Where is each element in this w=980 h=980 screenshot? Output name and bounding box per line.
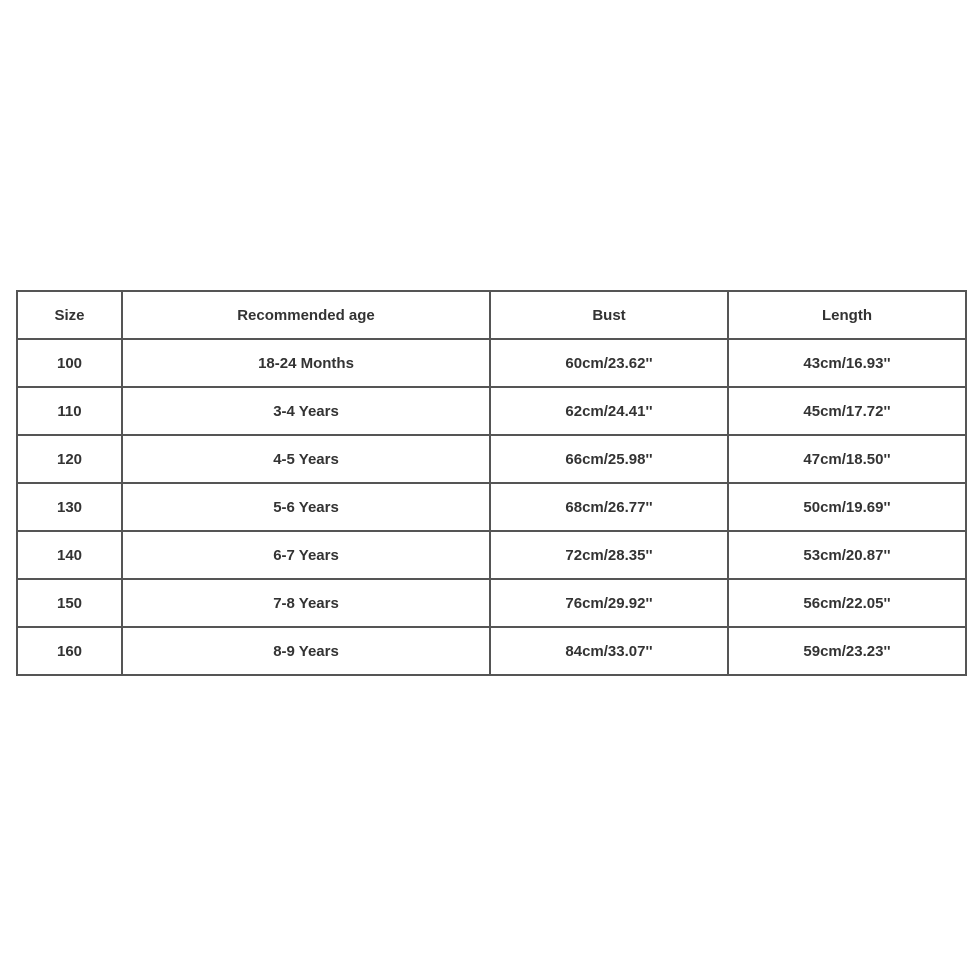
cell-bust: 60cm/23.62'' <box>490 339 728 387</box>
header-length: Length <box>728 291 966 339</box>
table-body <box>17 339 966 675</box>
cell-length: 47cm/18.50'' <box>728 435 966 483</box>
cell-size: 160 <box>17 627 122 675</box>
cell-length: 50cm/19.69'' <box>728 483 966 531</box>
cell-size: 150 <box>17 579 122 627</box>
cell-length: 45cm/17.72'' <box>728 387 966 435</box>
table-row <box>17 579 966 627</box>
table-row <box>17 531 966 579</box>
cell-bust: 76cm/29.92'' <box>490 579 728 627</box>
table-header <box>17 291 966 339</box>
cell-age: 18-24 Months <box>122 339 490 387</box>
cell-age: 3-4 Years <box>122 387 490 435</box>
cell-bust: 66cm/25.98'' <box>490 435 728 483</box>
header-recommended-age: Recommended age <box>122 291 490 339</box>
cell-length: 56cm/22.05'' <box>728 579 966 627</box>
table-row <box>17 339 966 387</box>
table-row <box>17 483 966 531</box>
cell-length: 59cm/23.23'' <box>728 627 966 675</box>
cell-size: 130 <box>17 483 122 531</box>
table-row <box>17 435 966 483</box>
cell-age: 8-9 Years <box>122 627 490 675</box>
cell-age: 5-6 Years <box>122 483 490 531</box>
table-row <box>17 387 966 435</box>
cell-bust: 68cm/26.77'' <box>490 483 728 531</box>
cell-bust: 72cm/28.35'' <box>490 531 728 579</box>
cell-size: 140 <box>17 531 122 579</box>
cell-age: 7-8 Years <box>122 579 490 627</box>
cell-size: 100 <box>17 339 122 387</box>
table-row <box>17 627 966 675</box>
header-bust: Bust <box>490 291 728 339</box>
cell-age: 6-7 Years <box>122 531 490 579</box>
cell-age: 4-5 Years <box>122 435 490 483</box>
cell-size: 120 <box>17 435 122 483</box>
cell-length: 53cm/20.87'' <box>728 531 966 579</box>
size-chart-table <box>16 290 967 676</box>
cell-bust: 62cm/24.41'' <box>490 387 728 435</box>
cell-bust: 84cm/33.07'' <box>490 627 728 675</box>
header-row <box>17 291 966 339</box>
cell-length: 43cm/16.93'' <box>728 339 966 387</box>
header-size: Size <box>17 291 122 339</box>
cell-size: 110 <box>17 387 122 435</box>
